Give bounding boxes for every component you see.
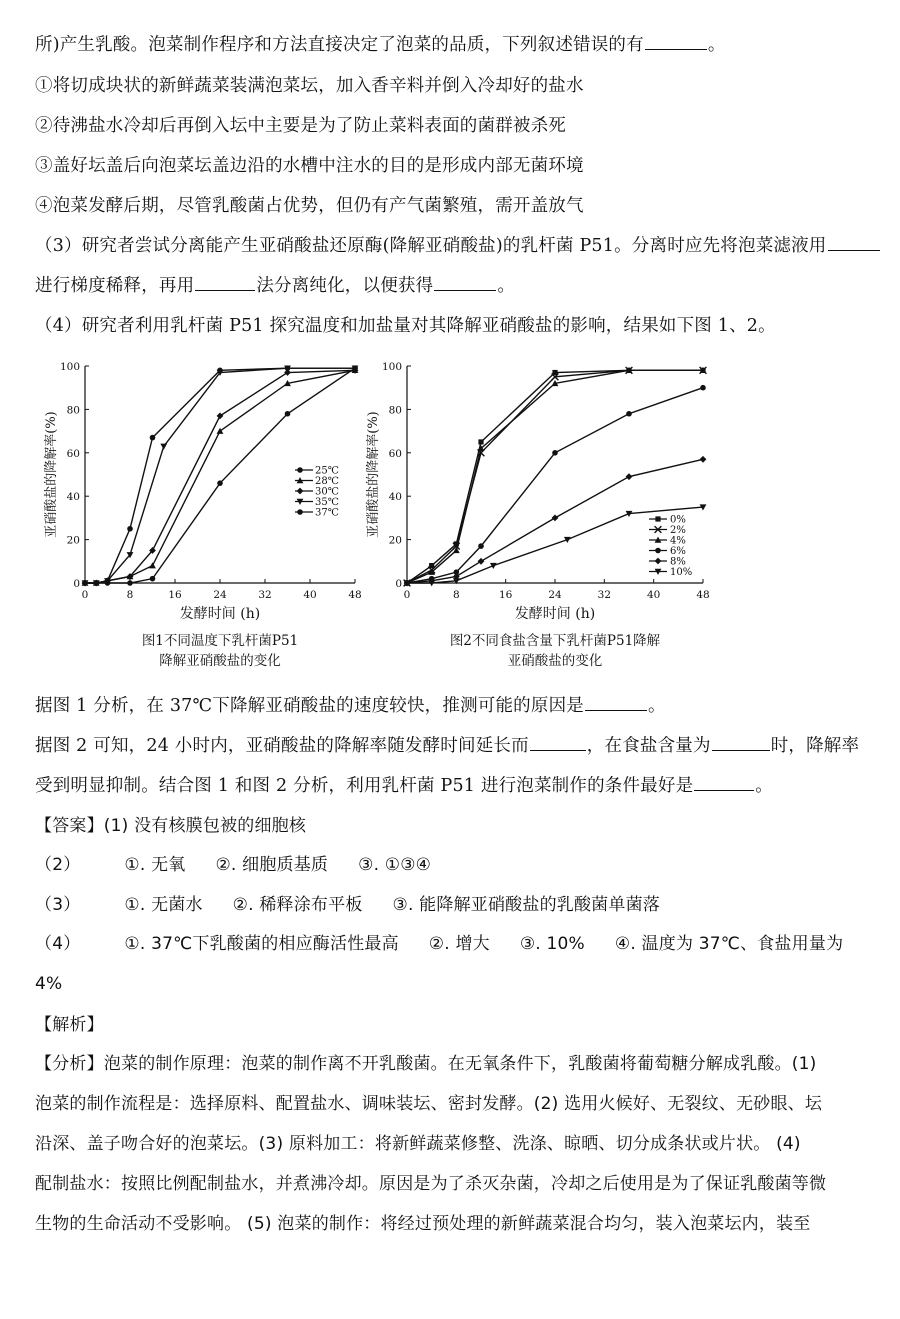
analysis-para-4: 配制盐水：按照比例配制盐水，并煮沸冷却。原因是为了杀灭杂菌，冷却之后使用是为了保证乳酸菌等微	[35, 1174, 827, 1194]
series-2%	[404, 367, 707, 586]
data-point	[700, 456, 707, 463]
question-3-line-2: 进行梯度稀释，再用 法分离纯化，以便获得 。	[35, 276, 516, 296]
y-axis-label: 亚硝酸盐的降解率(%)	[44, 411, 59, 538]
option-4: ④泡菜发酵后期，尽管乳酸菌占优势，但仍有产气菌繁殖，需开盖放气	[35, 196, 584, 216]
y-tick-label: 40	[66, 491, 80, 504]
answer-row-3: （3） ①. 无菌水 ②. 稀释涂布平板 ③. 能降解亚硝酸盐的乳酸菌单菌落	[35, 895, 660, 915]
legend-label: 4%	[670, 535, 686, 547]
x-tick-label: 32	[597, 589, 612, 601]
x-tick-label: 0	[403, 589, 411, 601]
x-tick-label: 48	[696, 589, 710, 601]
y-tick-label: 0	[395, 578, 402, 590]
data-point	[150, 576, 156, 582]
y-tick-label: 80	[388, 404, 402, 417]
x-tick-label: 40	[646, 589, 661, 601]
question-4-analysis-3: 受到明显抑制。结合图 1 和图 2 分析，利用乳杆菌 P51 进行泡菜制作的条件最好是 。	[35, 776, 773, 796]
legend-label: 2%	[670, 525, 686, 536]
x-tick-label: 8	[452, 589, 460, 601]
x-tick-label: 8	[126, 589, 134, 601]
legend-label: 30℃	[315, 486, 339, 498]
y-tick-label: 100	[59, 361, 80, 373]
legend-marker	[655, 548, 661, 554]
data-point	[105, 578, 111, 584]
y-tick-label: 20	[66, 534, 80, 547]
y-axis-label: 亚硝酸盐的降解率(%)	[366, 411, 381, 538]
x-tick-label: 24	[213, 589, 227, 601]
legend-label: 6%	[670, 546, 686, 557]
data-point	[700, 385, 706, 391]
data-point	[217, 480, 223, 486]
figure-1-chart	[35, 350, 365, 670]
answer-blank	[828, 234, 880, 251]
x-tick-label: 16	[168, 589, 182, 601]
y-tick-label: 40	[388, 491, 402, 504]
legend-marker	[655, 558, 662, 565]
legend-label: 10%	[670, 567, 693, 578]
data-point	[552, 450, 558, 456]
x-axis-label: 发酵时间 (h)	[179, 606, 261, 622]
question-line-1: 所)产生乳酸。泡菜制作程序和方法直接决定了泡菜的品质，下列叙述错误的有 。	[35, 35, 726, 55]
data-point	[478, 543, 484, 549]
data-point	[93, 580, 99, 586]
chart-title-line-2: 降解亚硝酸盐的变化	[159, 653, 281, 669]
answer-blank	[434, 274, 496, 291]
legend-label: 37℃	[315, 507, 339, 519]
series-8%	[404, 456, 707, 586]
x-axis-label: 发酵时间 (h)	[514, 606, 596, 622]
legend-label: 28℃	[315, 476, 339, 487]
data-point	[478, 439, 483, 444]
option-2: ②待沸盐水冷却后再倒入坛中主要是为了防止菜料表面的菌群被杀死	[35, 116, 566, 136]
answer-label: 【答案】(1) 没有核膜包被的细胞核	[35, 816, 307, 836]
analysis-para-1: 【分析】泡菜的制作原理：泡菜的制作离不开乳酸菌。在无氧条件下，乳酸菌将葡萄糖分解成乳酸。(1)	[35, 1054, 817, 1074]
y-tick-label: 80	[66, 404, 80, 417]
figure-2-chart	[365, 350, 710, 670]
legend-marker	[297, 509, 303, 515]
data-point	[127, 526, 133, 532]
chart-title-line-1: 图2不同食盐含量下乳杆菌P51降解	[449, 633, 661, 649]
data-point	[285, 411, 291, 417]
answer-blank	[645, 33, 707, 50]
answer-blank	[694, 774, 754, 791]
option-3: ③盖好坛盖后向泡菜坛盖边沿的水槽中注水的目的是形成内部无菌环境	[35, 156, 584, 176]
legend-label: 0%	[670, 514, 686, 526]
data-point	[352, 365, 358, 371]
x-tick-label: 40	[303, 589, 317, 601]
answer-row-4: （4） ①. 37℃下乳酸菌的相应酶活性最高 ②. 增大 ③. 10% ④. 温度为 37℃、食盐用量为	[35, 934, 844, 954]
x-tick-label: 48	[348, 589, 362, 601]
answer-blank	[712, 734, 770, 751]
x-tick-label: 16	[498, 589, 513, 601]
legend-marker	[297, 488, 304, 495]
data-point	[149, 562, 156, 568]
data-point	[626, 411, 632, 417]
question-3-line-1: （3）研究者尝试分离能产生亚硝酸盐还原酶(降解亚硝酸盐)的乳杆菌 P51。分离时应先将泡菜滤液用	[35, 234, 881, 258]
legend-marker	[655, 516, 660, 521]
y-tick-label: 60	[66, 447, 80, 460]
answer-blank	[530, 734, 586, 751]
analysis-para-5: 生物的生命活动不受影响。 (5) 泡菜的制作：将经过预处理的新鲜蔬菜混合均匀，装入泡菜坛内，装至	[35, 1214, 811, 1234]
y-tick-label: 100	[381, 361, 402, 373]
analysis-label: 【解析】	[35, 1015, 104, 1035]
answer-blank	[585, 694, 647, 711]
answer-row-2: （2） ①. 无氧 ②. 细胞质基质 ③. ①③④	[35, 855, 432, 875]
data-point	[478, 558, 485, 565]
data-point	[82, 580, 88, 586]
data-point	[217, 413, 224, 420]
x-tick-label: 0	[81, 589, 89, 601]
data-point	[127, 580, 133, 586]
x-tick-label: 24	[548, 589, 562, 601]
legend-label: 8%	[670, 556, 686, 568]
analysis-para-2: 泡菜的制作流程是：选择原料、配置盐水、调味装坛、密封发酵。(2) 选用火候好、无裂纹、无砂眼、坛	[35, 1094, 823, 1114]
data-point	[217, 368, 223, 374]
answer-blank	[195, 274, 255, 291]
legend-marker	[297, 467, 303, 473]
question-4-analysis-2: 据图 2 可知，24 小时内，亚硝酸盐的降解率随发酵时间延长而 ，在食盐含量为 时，降解率	[35, 736, 860, 756]
data-point	[285, 365, 291, 371]
figures	[35, 350, 835, 670]
question-4-analysis-1: 据图 1 分析，在 37℃下降解亚硝酸盐的速度较快，推测可能的原因是 。	[35, 696, 666, 716]
y-tick-label: 60	[388, 447, 402, 460]
series-line	[407, 388, 703, 583]
data-point	[160, 444, 167, 450]
legend-label: 25℃	[315, 465, 339, 477]
y-tick-label: 20	[388, 534, 402, 547]
y-tick-label: 0	[73, 578, 80, 590]
chart-title-line-2: 亚硝酸盐的变化	[507, 653, 603, 669]
data-point	[552, 515, 559, 522]
data-point	[626, 473, 633, 480]
option-1: ①将切成块状的新鲜蔬菜装满泡菜坛，加入香辛料并倒入冷却好的盐水	[35, 76, 584, 96]
x-tick-label: 32	[258, 589, 272, 601]
analysis-para-3: 沿深、盖子吻合好的泡菜坛。(3) 原料加工：将新鲜蔬菜修整、洗涤、晾晒、切分成条状或片状。 (4)	[35, 1134, 801, 1154]
answer-row-4-continued: 4%	[35, 974, 63, 994]
data-point	[150, 435, 156, 441]
question-4-line: （4）研究者利用乳杆菌 P51 探究温度和加盐量对其降解亚硝酸盐的影响，结果如下图 1、2。	[35, 316, 776, 336]
chart-title-line-1: 图1不同温度下乳杆菌P51	[141, 633, 299, 649]
legend-label: 35℃	[315, 497, 339, 508]
